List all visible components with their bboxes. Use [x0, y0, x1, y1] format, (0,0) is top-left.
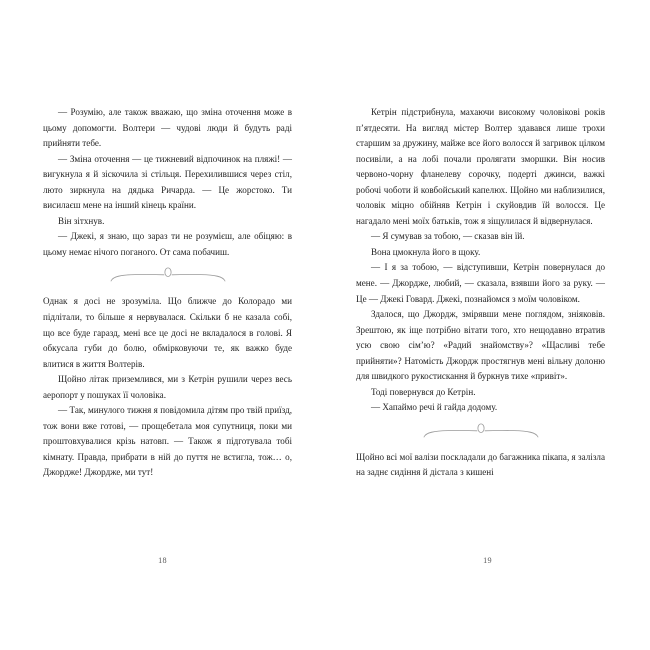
body-paragraph: — Джекі, я знаю, що зараз ти не розумієш, але обіцяю: в цьому немає нічого поганого. От сама побачиш.: [43, 231, 292, 257]
body-paragraph: Однак я досі не зрозуміла. Що ближче до Колорадо ми підлітали, то більше я нервувалася. Скільки б не казала собі, що все буде гаразд, мені все це досі не вкладалося в голові. Я обкусала губи до болю, обмірковуючи те, як важко буде влитися в життя Волтерів.: [43, 296, 292, 369]
body-paragraph: Здалося, що Джордж, змірявши мене поглядом, зніяковів. Зрештою, як іще потрібно вітати того, хто нещодавно втратив усю свою сім’ю? «Радий знайомству»? «Щасливі тебе прийняти»? Натомість Джордж простягнув мені вільну долоню для швидкого рукостискання й буркнув тихе «привіт».: [356, 309, 605, 382]
body-paragraph: Вона цмокнула його в щоку.: [371, 246, 481, 257]
body-paragraph: — Так, минулого тижня я повідомила дітям про твій приїзд, тож вони вже готові, — прощебетала моя супутниця, поки ми проштовхувалися крізь натовп. — Також я підготувала тобі кімнату. Правда, прибрати в ній до пуття не встигла, тож… о, Джордже! Джордже, ми тут!: [43, 405, 292, 478]
page-right-textblock: [356, 105, 605, 481]
page-number-left: 18: [158, 556, 167, 565]
body-paragraph: — І я за тобою, — відступивши, Кетрін повернулася до мене. — Джордже, любий, — сказала, взявши його за руку. — Це — Джекі Говард. Джекі, познайомся з моїм чоловіком.: [356, 262, 605, 304]
body-paragraph: Тоді повернувся до Кетрін.: [371, 386, 476, 397]
body-paragraph: — Хапаймо речі й гайда додому.: [371, 402, 498, 413]
section-break-ornament: [43, 260, 292, 294]
page-right: [325, 0, 650, 650]
body-paragraph: Щойно всі мої валізи посклaдали до багажника пікапа, я залізла на заднє сидіння й дістала з кишені: [356, 451, 605, 478]
section-break-flourish-icon: [422, 423, 540, 439]
section-break-flourish-icon: [109, 267, 227, 283]
body-paragraph: — Зміна оточення — це тижневий відпочинок на пляжі! — вигукнула я й зіскочила зі стільця. Перехилившися через стіл, люто зиркнула на дядька Ричарда. — Це жорстоко. Ти висилаєш мене на інший кінець країни.: [43, 153, 292, 211]
page-number-right: 19: [483, 556, 492, 565]
body-paragraph: Щойно літак приземлився, ми з Кетрін рушили через весь аеропорт у пошуках її чоловіка.: [43, 374, 292, 400]
body-paragraph: — Я сумував за тобою, — сказав він їй.: [371, 231, 525, 242]
body-paragraph: — Розумію, але також вважаю, що зміна оточення може в цьому допомогти. Волтери — чудові люди й будуть раді прийняти тебе.: [43, 107, 292, 149]
section-break-ornament: [356, 416, 605, 450]
page-left-textblock: [43, 105, 292, 481]
body-paragraph: Кетрін підстрибнула, махаючи високому чоловікові років п’ятдесяти. На вигляд містер Волтер здавався лише трохи старшим за дружину, майже все його волосся й загривок цілком посивіли, а на лобі почали пролягати зморшки. Він носив червоно-чорну фланелеву сорочку, подерті джинси, важкі робочі чоботи й ковбойський капелюх. Щойно ми наблизилися, чоловік міцно обійняв Кетрін і скуйовдив їй волосся. Це нагадало мені моїх батьків, тож я зіщулилася й відвернулася.: [356, 107, 605, 226]
body-paragraph: Він зітхнув.: [58, 215, 105, 226]
